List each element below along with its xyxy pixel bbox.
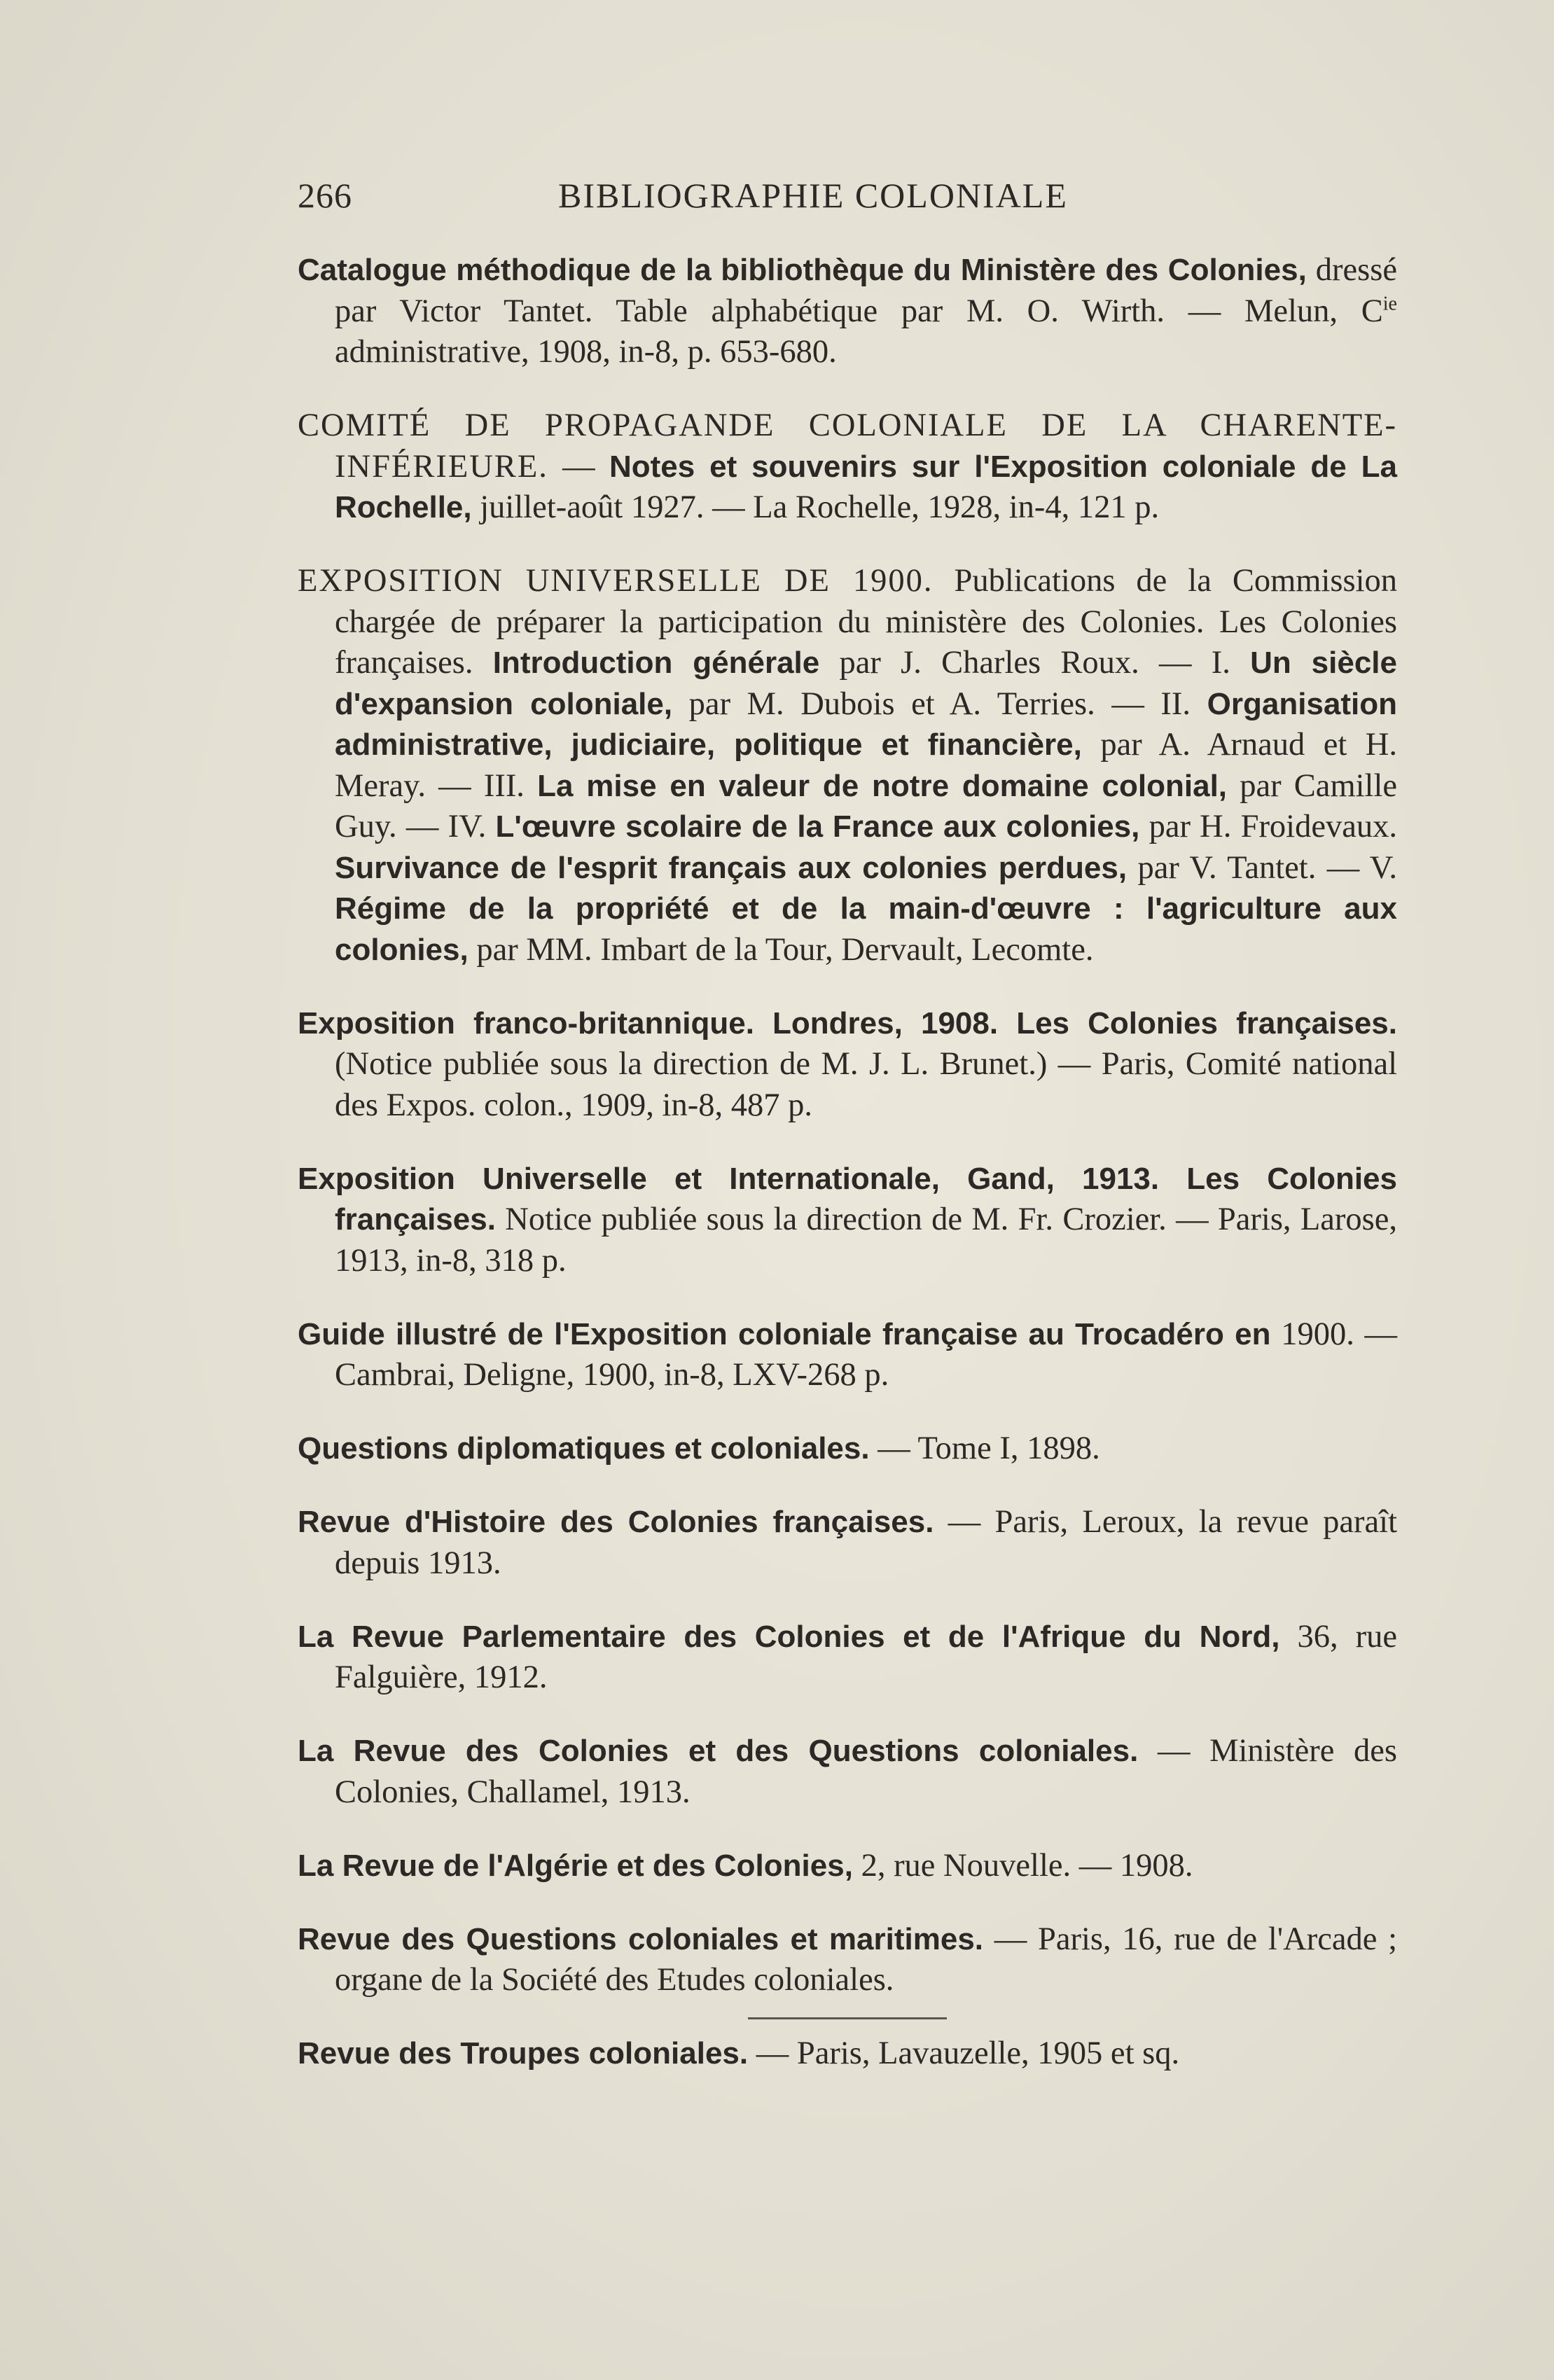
entry-title: Un siècle d'expansion coloniale, (335, 646, 1397, 721)
page-number: 266 (298, 176, 352, 215)
bibliography-entry (298, 250, 1397, 373)
entry-title: Survivance de l'esprit français aux colonies perdues, (335, 850, 1128, 885)
bibliography-list (298, 250, 1397, 2088)
bibliography-entry (298, 561, 1397, 970)
entry-details: — Tome I, 1898. (869, 1431, 1100, 1466)
entry-title: La Revue de l'Algérie et des Colonies, (298, 1848, 853, 1883)
entry-title: Exposition Universelle et Internationale, Gand, 1913. Les Colonies françaises. (298, 1161, 1397, 1237)
bibliography-entry (298, 1731, 1397, 1813)
bibliography-entry (298, 1428, 1397, 1470)
bibliography-entry (298, 1159, 1397, 1282)
entry-details: 1900. — Cambrai, Deligne, 1900, in-8, LXV-268 p. (335, 1316, 1398, 1393)
entry-details: par H. Froidevaux. (1139, 809, 1397, 844)
entry-details: dressé par Victor Tantet. Table alphabétique par M. O. Wirth. — Melun, C (335, 252, 1397, 329)
entry-title: L'œuvre scolaire de la France aux colonies, (495, 809, 1140, 844)
page-header (298, 175, 1397, 224)
entry-details: par MM. Imbart de la Tour, Dervault, Lecomte. (468, 931, 1094, 968)
bibliography-entry (298, 1617, 1397, 1699)
entry-details: par A. Arnaud et H. Meray. — III. (335, 727, 1397, 804)
entry-title: Régime de la propriété et de la main-d'œuvre : l'agriculture aux colonies, (335, 891, 1397, 967)
entry-details: (Notice publiée sous la direction de M. J. L. Brunet.) — Paris, Comité national des Expos. colon., 1909, in-8, 487 p. (335, 1046, 1397, 1123)
entry-details: par Camille Guy. — IV. (335, 767, 1398, 844)
entry-details: — Paris, Lavauzelle, 1905 et sq. (748, 2035, 1180, 2071)
running-title: BIBLIOGRAPHIE COLONIALE (558, 176, 1068, 215)
entry-details: administrative, 1908, in-8, p. 653-680. (335, 334, 837, 370)
bibliography-entry (298, 1003, 1397, 1127)
bibliography-entry (298, 1846, 1397, 1887)
entry-details: — Paris, 16, rue de l'Arcade ; organe de la Société des Etudes coloniales. (335, 1921, 1397, 1998)
bibliography-entry (298, 1502, 1397, 1584)
entry-title: Guide illustré de l'Exposition coloniale française au Trocadéro en (298, 1316, 1271, 1351)
bibliography-entry (298, 405, 1397, 529)
entry-title: Revue d'Histoire des Colonies françaises. (298, 1505, 934, 1539)
entry-superscript: ie (1382, 293, 1397, 314)
entry-author: COMITÉ DE PROPAGANDE COLONIALE DE LA CHARENTE-INFÉRIEURE. (298, 408, 1397, 485)
entry-title: Catalogue méthodique de la bibliothèque du Ministère des Colonies, (298, 253, 1307, 287)
entry-separator: — (548, 448, 609, 485)
entry-details: — Paris, Leroux, la revue paraît depuis 1913. (335, 1504, 1397, 1581)
entry-title: Introduction générale (492, 646, 820, 680)
entry-details: 2, rue Nouvelle. — 1908. (852, 1847, 1193, 1884)
entry-author: EXPOSITION UNIVERSELLE DE 1900. (298, 563, 934, 599)
entry-details: — Ministère des Colonies, Challamel, 1913. (335, 1733, 1397, 1810)
entry-title: Revue des Questions coloniales et maritimes. (298, 1921, 984, 1956)
entry-details: Publications de la Commission chargée de préparer la participation du ministère des Colonies. Les Colonies françaises. (335, 563, 1397, 681)
entry-details: par V. Tantet. — V. (1127, 849, 1397, 886)
end-rule (748, 2017, 947, 2019)
entry-details: Notice publiée sous la direction de M. Fr. Crozier. — Paris, Larose, 1913, in-8, 318 p. (335, 1202, 1397, 1279)
bibliography-entry (298, 1919, 1397, 2001)
entry-title: Questions diplomatiques et coloniales. (298, 1431, 870, 1466)
entry-details: 36, rue Falguière, 1912. (335, 1618, 1398, 1695)
entry-title: Exposition franco-britannique. Londres, 1908. Les Colonies françaises. (298, 1005, 1397, 1041)
entry-title: Notes et souvenirs sur l'Exposition coloniale de La Rochelle, (335, 449, 1397, 524)
bibliography-entry (298, 2033, 1397, 2075)
entry-title: Organisation administrative, judiciaire, politique et financière, (335, 686, 1397, 762)
entry-details: par M. Dubois et A. Terries. — II. (672, 686, 1207, 722)
entry-details: par J. Charles Roux. — I. (819, 645, 1251, 681)
entry-title: La Revue des Colonies et des Questions coloniales. (298, 1734, 1139, 1768)
entry-title: La Revue Parlementaire des Colonies et de l'Afrique du Nord, (298, 1619, 1280, 1654)
entry-title: Revue des Troupes coloniales. (298, 2036, 749, 2071)
bibliography-entry (298, 1314, 1397, 1396)
entry-title: La mise en valeur de notre domaine colonial, (537, 768, 1228, 803)
entry-details: juillet-août 1927. — La Rochelle, 1928, in-4, 121 p. (471, 489, 1160, 525)
